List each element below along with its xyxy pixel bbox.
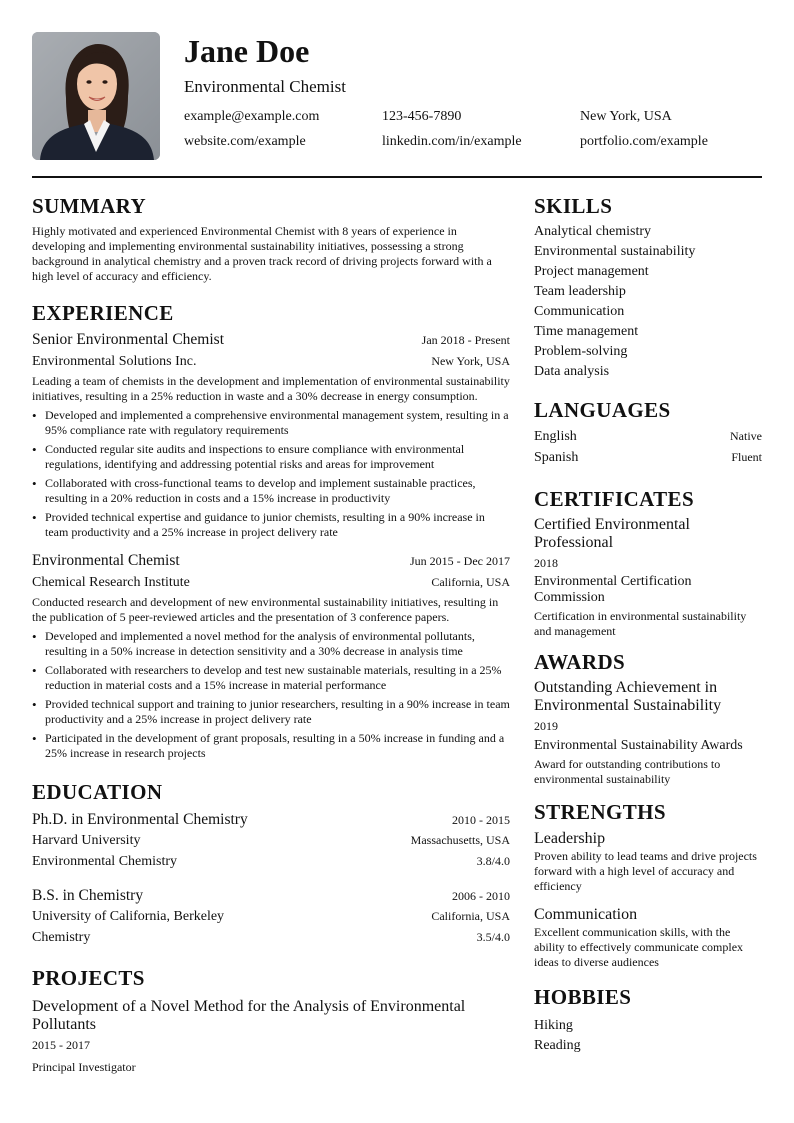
- education-entry: [32, 810, 510, 872]
- award-name: Outstanding Achievement in Environmental Sustainability: [534, 679, 722, 714]
- language-level: Native: [730, 429, 762, 443]
- job-company: Environmental Solutions Inc.: [32, 354, 197, 369]
- job-location: California, USA: [431, 575, 510, 589]
- section-heading-experience: EXPERIENCE: [32, 301, 174, 325]
- list-item: • Collaborated with cross-functional teams to develop and implement sustainable practices, resulting in a 20% reduction in costs and a 15% increase in productivity: [32, 476, 510, 506]
- sidebar-column: [534, 192, 762, 1056]
- contact-linkedin[interactable]: linkedin.com/in/example: [382, 134, 522, 149]
- list-item: • Provided technical expertise and guidance to junior chemists, resulting in a 90% increase in team productivity and a 25% increase in project delivery rate: [32, 510, 510, 540]
- certificate-name: Certified Environmental Professional: [534, 516, 690, 551]
- job-bullets: [32, 629, 510, 761]
- list-item: Hiking: [534, 1018, 573, 1033]
- job-company: Chemical Research Institute: [32, 575, 190, 590]
- main-column: [32, 192, 510, 1077]
- job-role: Senior Environmental Chemist: [32, 331, 225, 348]
- project-role: Principal Investigator: [32, 1060, 136, 1074]
- gpa: 3.5/4.0: [476, 930, 510, 944]
- list-item: Data analysis: [534, 364, 610, 379]
- hobbies-list: [534, 1016, 762, 1056]
- award-issuer: Environmental Sustainability Awards: [534, 738, 743, 753]
- list-item: • Collaborated with researchers to develop and test new sustainable materials, resulting in a 25% reduction in material costs and a 15% increase in material performance: [32, 663, 510, 693]
- school-location: Massachusetts, USA: [410, 833, 510, 847]
- list-item: Team leadership: [534, 284, 626, 299]
- list-item: • Provided technical support and training to junior researchers, resulting in a 90% increase in team productivity and a 25% increase in project delivery rate: [32, 697, 510, 727]
- award-description: Award for outstanding contributions to environmental sustainability: [534, 757, 721, 786]
- list-item: • Participated in the development of grant proposals, resulting in a 50% increase in funding and a 25% increase in research projects: [32, 731, 510, 761]
- contact-website[interactable]: website.com/example: [184, 134, 306, 149]
- field-of-study: Environmental Chemistry: [32, 854, 178, 869]
- list-item: Problem-solving: [534, 344, 628, 359]
- contact-email[interactable]: example@example.com: [184, 109, 320, 124]
- job-description: Conducted research and development of new environmental sustainability initiatives, resulting in the publication of 5 peer-reviewed articles and the presentation of 3 conference papers.: [32, 595, 499, 624]
- section-heading-awards: AWARDS: [534, 650, 626, 674]
- job-role: Environmental Chemist: [32, 552, 180, 569]
- list-item: • Developed and implemented a novel method for the analysis of environmental pollutants, resulting in a 50% increase in detection sensitivity and a 30% decrease in analysis time: [32, 629, 510, 659]
- school-location: California, USA: [431, 909, 510, 923]
- language-row: [534, 426, 762, 447]
- list-item: Reading: [534, 1038, 581, 1053]
- skills-section: [534, 192, 762, 382]
- candidate-title: Environmental Chemist: [184, 77, 346, 96]
- project-dates: 2015 - 2017: [32, 1038, 90, 1052]
- languages-section: [534, 396, 762, 468]
- experience-entry: [32, 551, 510, 761]
- portrait-image: [32, 32, 160, 160]
- strength-name: Communication: [534, 906, 638, 923]
- experience-section: [32, 299, 510, 761]
- section-heading-certificates: CERTIFICATES: [534, 487, 695, 511]
- strengths-section: [534, 798, 762, 970]
- list-item: Time management: [534, 324, 639, 339]
- section-heading-skills: SKILLS: [534, 194, 613, 218]
- list-item: Project management: [534, 264, 649, 279]
- gpa: 3.8/4.0: [476, 854, 510, 868]
- contact-phone[interactable]: 123-456-7890: [382, 109, 462, 124]
- profile-photo: [32, 32, 160, 160]
- header-divider: [32, 176, 762, 178]
- degree: B.S. in Chemistry: [32, 887, 144, 904]
- degree: Ph.D. in Environmental Chemistry: [32, 811, 248, 828]
- strength-entry: [534, 905, 762, 970]
- hobbies-section: [534, 983, 762, 1056]
- awards-section: [534, 648, 762, 787]
- language-row: [534, 447, 762, 468]
- section-heading-projects: PROJECTS: [32, 966, 145, 990]
- job-dates: Jan 2018 - Present: [421, 333, 510, 347]
- resume-header: [32, 32, 762, 160]
- list-item: Environmental sustainability: [534, 244, 696, 259]
- language-name: Spanish: [534, 450, 579, 465]
- school: Harvard University: [32, 833, 141, 848]
- award-entry: [534, 679, 762, 787]
- award-year: 2019: [534, 719, 558, 733]
- strength-name: Leadership: [534, 830, 606, 847]
- experience-entry: [32, 330, 510, 540]
- section-heading-summary: SUMMARY: [32, 194, 147, 218]
- section-heading-strengths: STRENGTHS: [534, 800, 666, 824]
- field-of-study: Chemistry: [32, 930, 91, 945]
- strength-entry: [534, 829, 762, 894]
- project-entry: [32, 998, 510, 1077]
- summary-text: Highly motivated and experienced Environmental Chemist with 8 years of experience in developing and implementing environmental sustainability initiatives, possessing a strong background in analytical chemistry and a proven track record of driving projects forward with a high level of accuracy and efficiency.: [32, 224, 492, 283]
- list-item: Communication: [534, 304, 625, 319]
- job-location: New York, USA: [431, 354, 510, 368]
- job-dates: Jun 2015 - Dec 2017: [410, 554, 510, 568]
- education-entry: [32, 886, 510, 948]
- list-item: • Conducted regular site audits and inspections to ensure compliance with environmental regulations, identifying and addressing potential risks and areas for improvement: [32, 442, 510, 472]
- section-heading-education: EDUCATION: [32, 780, 163, 804]
- summary-section: [32, 192, 510, 284]
- school: University of California, Berkeley: [32, 909, 225, 924]
- section-heading-hobbies: HOBBIES: [534, 985, 632, 1009]
- strength-description: Excellent communication skills, with the ability to effectively communicate complex ideas to diverse audiences: [534, 925, 744, 969]
- certificate-entry: [534, 516, 762, 639]
- candidate-name: Jane Doe: [184, 33, 310, 69]
- education-section: [32, 778, 510, 948]
- job-bullets: [32, 408, 510, 540]
- strength-description: Proven ability to lead teams and drive projects forward with a high level of accuracy and efficiency: [534, 849, 757, 893]
- list-item: • Developed and implemented a comprehensive environmental management system, resulting in a 95% compliance rate with regulatory requirements: [32, 408, 510, 438]
- contact-portfolio[interactable]: portfolio.com/example: [580, 134, 708, 149]
- section-heading-languages: LANGUAGES: [534, 398, 671, 422]
- certificate-issuer: Environmental Certification Commission: [534, 574, 692, 605]
- certificates-section: [534, 485, 762, 639]
- language-name: English: [534, 429, 577, 444]
- project-title: Development of a Novel Method for the Analysis of Environmental Pollutants: [32, 998, 466, 1033]
- projects-section: [32, 964, 510, 1077]
- list-item: Analytical chemistry: [534, 224, 652, 239]
- language-level: Fluent: [731, 450, 762, 464]
- certificate-description: Certification in environmental sustainability and management: [534, 609, 747, 638]
- skills-list: [534, 222, 762, 382]
- education-dates: 2010 - 2015: [452, 813, 510, 827]
- certificate-year: 2018: [534, 556, 558, 570]
- job-description: Leading a team of chemists in the development and implementation of environmental sustainability initiatives, resulting in a 25% reduction in waste and a 30% decrease in energy consumption.: [32, 374, 510, 403]
- contact-location: New York, USA: [580, 109, 672, 124]
- education-dates: 2006 - 2010: [452, 889, 510, 903]
